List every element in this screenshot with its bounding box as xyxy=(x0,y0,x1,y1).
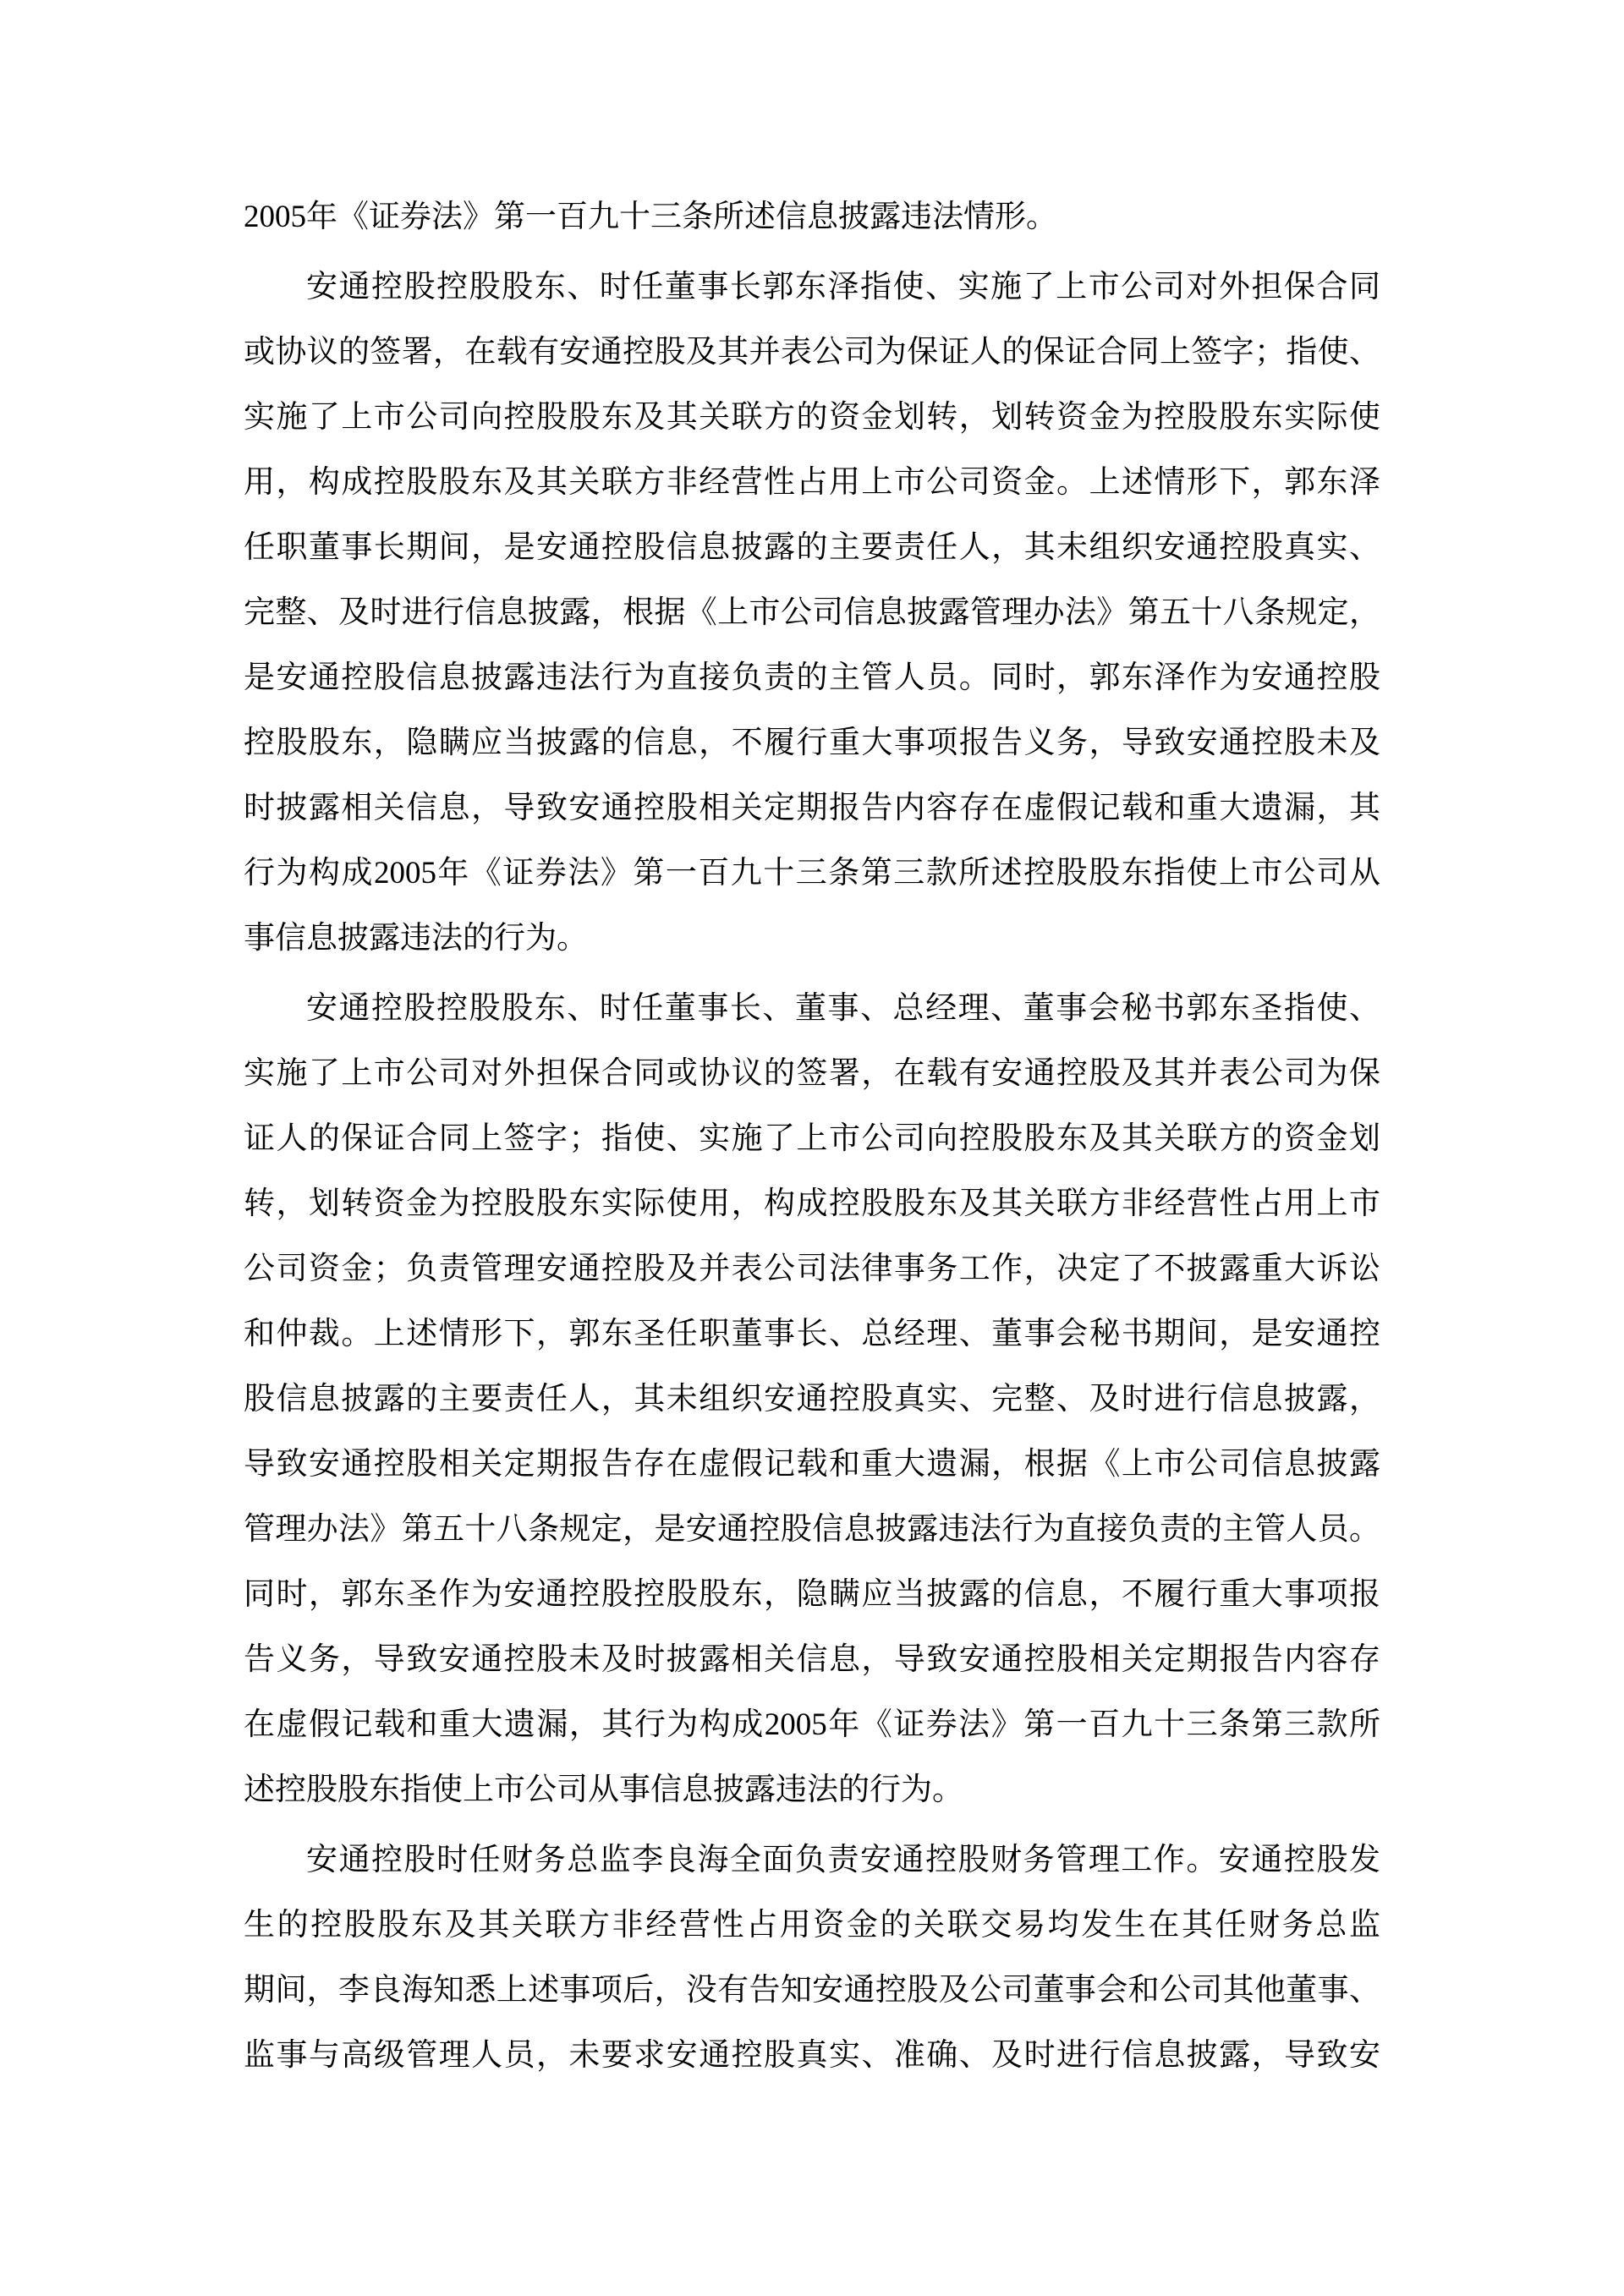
text-line: 述控股股东指使上市公司从事信息披露违法的行为。 xyxy=(244,1773,963,1807)
paragraph xyxy=(244,1827,1380,2088)
paragraph xyxy=(244,976,1380,1822)
paragraph xyxy=(244,184,1380,249)
text-line: 或协议的签署，在载有安通控股及其并表公司为保证人的保证合同上签字；指使、 xyxy=(244,335,1380,370)
text-line: 期间，李良海知悉上述事项后，没有告知安通控股及公司董事会和公司其他董事、 xyxy=(244,1973,1380,2008)
text-line: 实施了上市公司对外担保合同或协议的签署，在载有安通控股及其并表公司为保 xyxy=(244,1056,1380,1091)
text-line: 管理办法》第五十八条规定，是安通控股信息披露违法行为直接负责的主管人员。 xyxy=(244,1512,1380,1547)
text-line: 行为构成2005年《证券法》第一百九十三条第三款所述控股股东指使上市公司从 xyxy=(244,856,1380,890)
text-line: 证人的保证合同上签字；指使、实施了上市公司向控股股东及其关联方的资金划 xyxy=(244,1121,1380,1156)
text-line: 2005年《证券法》第一百九十三条所述信息披露违法情形。 xyxy=(244,200,1057,234)
paragraph xyxy=(244,255,1380,971)
text-line: 股信息披露的主要责任人，其未组织安通控股真实、完整、及时进行信息披露， xyxy=(244,1382,1380,1417)
text-line: 是安通控股信息披露违法行为直接负责的主管人员。同时，郭东泽作为安通控股 xyxy=(244,660,1380,695)
text-line: 转，划转资金为控股股东实际使用，构成控股股东及其关联方非经营性占用上市 xyxy=(244,1186,1380,1221)
text-line: 生的控股股东及其关联方非经营性占用资金的关联交易均发生在其任财务总监 xyxy=(244,1908,1380,1943)
text-line: 实施了上市公司向控股股东及其关联方的资金划转，划转资金为控股股东实际使 xyxy=(244,400,1380,435)
text-line: 同时，郭东圣作为安通控股控股股东，隐瞒应当披露的信息，不履行重大事项报 xyxy=(244,1577,1380,1612)
text-line: 导致安通控股相关定期报告存在虚假记载和重大遗漏，根据《上市公司信息披露 xyxy=(244,1447,1380,1482)
text-line: 和仲裁。上述情形下，郭东圣任职董事长、总经理、董事会秘书期间，是安通控 xyxy=(244,1317,1380,1351)
text-line: 用，构成控股股东及其关联方非经营性占用上市公司资金。上述情形下，郭东泽 xyxy=(244,465,1380,500)
text-line: 完整、及时进行信息披露，根据《上市公司信息披露管理办法》第五十八条规定， xyxy=(244,595,1380,630)
text-line: 在虚假记载和重大遗漏，其行为构成2005年《证券法》第一百九十三条第三款所 xyxy=(244,1707,1380,1742)
text-line: 事信息披露违法的行为。 xyxy=(244,921,588,956)
text-line: 告义务，导致安通控股未及时披露相关信息，导致安通控股相关定期报告内容存 xyxy=(244,1642,1380,1677)
document-body xyxy=(244,184,1380,2093)
text-line: 安通控股时任财务总监李良海全面负责安通控股财务管理工作。安通控股发 xyxy=(306,1843,1380,1877)
text-line: 安通控股控股股东、时任董事长郭东泽指使、实施了上市公司对外担保合同 xyxy=(306,270,1380,304)
text-line: 时披露相关信息，导致安通控股相关定期报告内容存在虚假记载和重大遗漏，其 xyxy=(244,791,1380,825)
text-line: 控股股东，隐瞒应当披露的信息，不履行重大事项报告义务，导致安通控股未及 xyxy=(244,726,1380,760)
text-line: 监事与高级管理人员，未要求安通控股真实、准确、及时进行信息披露，导致安 xyxy=(244,2038,1380,2073)
text-line: 公司资金；负责管理安通控股及并表公司法律事务工作，决定了不披露重大诉讼 xyxy=(244,1252,1380,1286)
text-line: 安通控股控股股东、时任董事长、董事、总经理、董事会秘书郭东圣指使、 xyxy=(306,991,1380,1026)
text-line: 任职董事长期间，是安通控股信息披露的主要责任人，其未组织安通控股真实、 xyxy=(244,530,1380,565)
